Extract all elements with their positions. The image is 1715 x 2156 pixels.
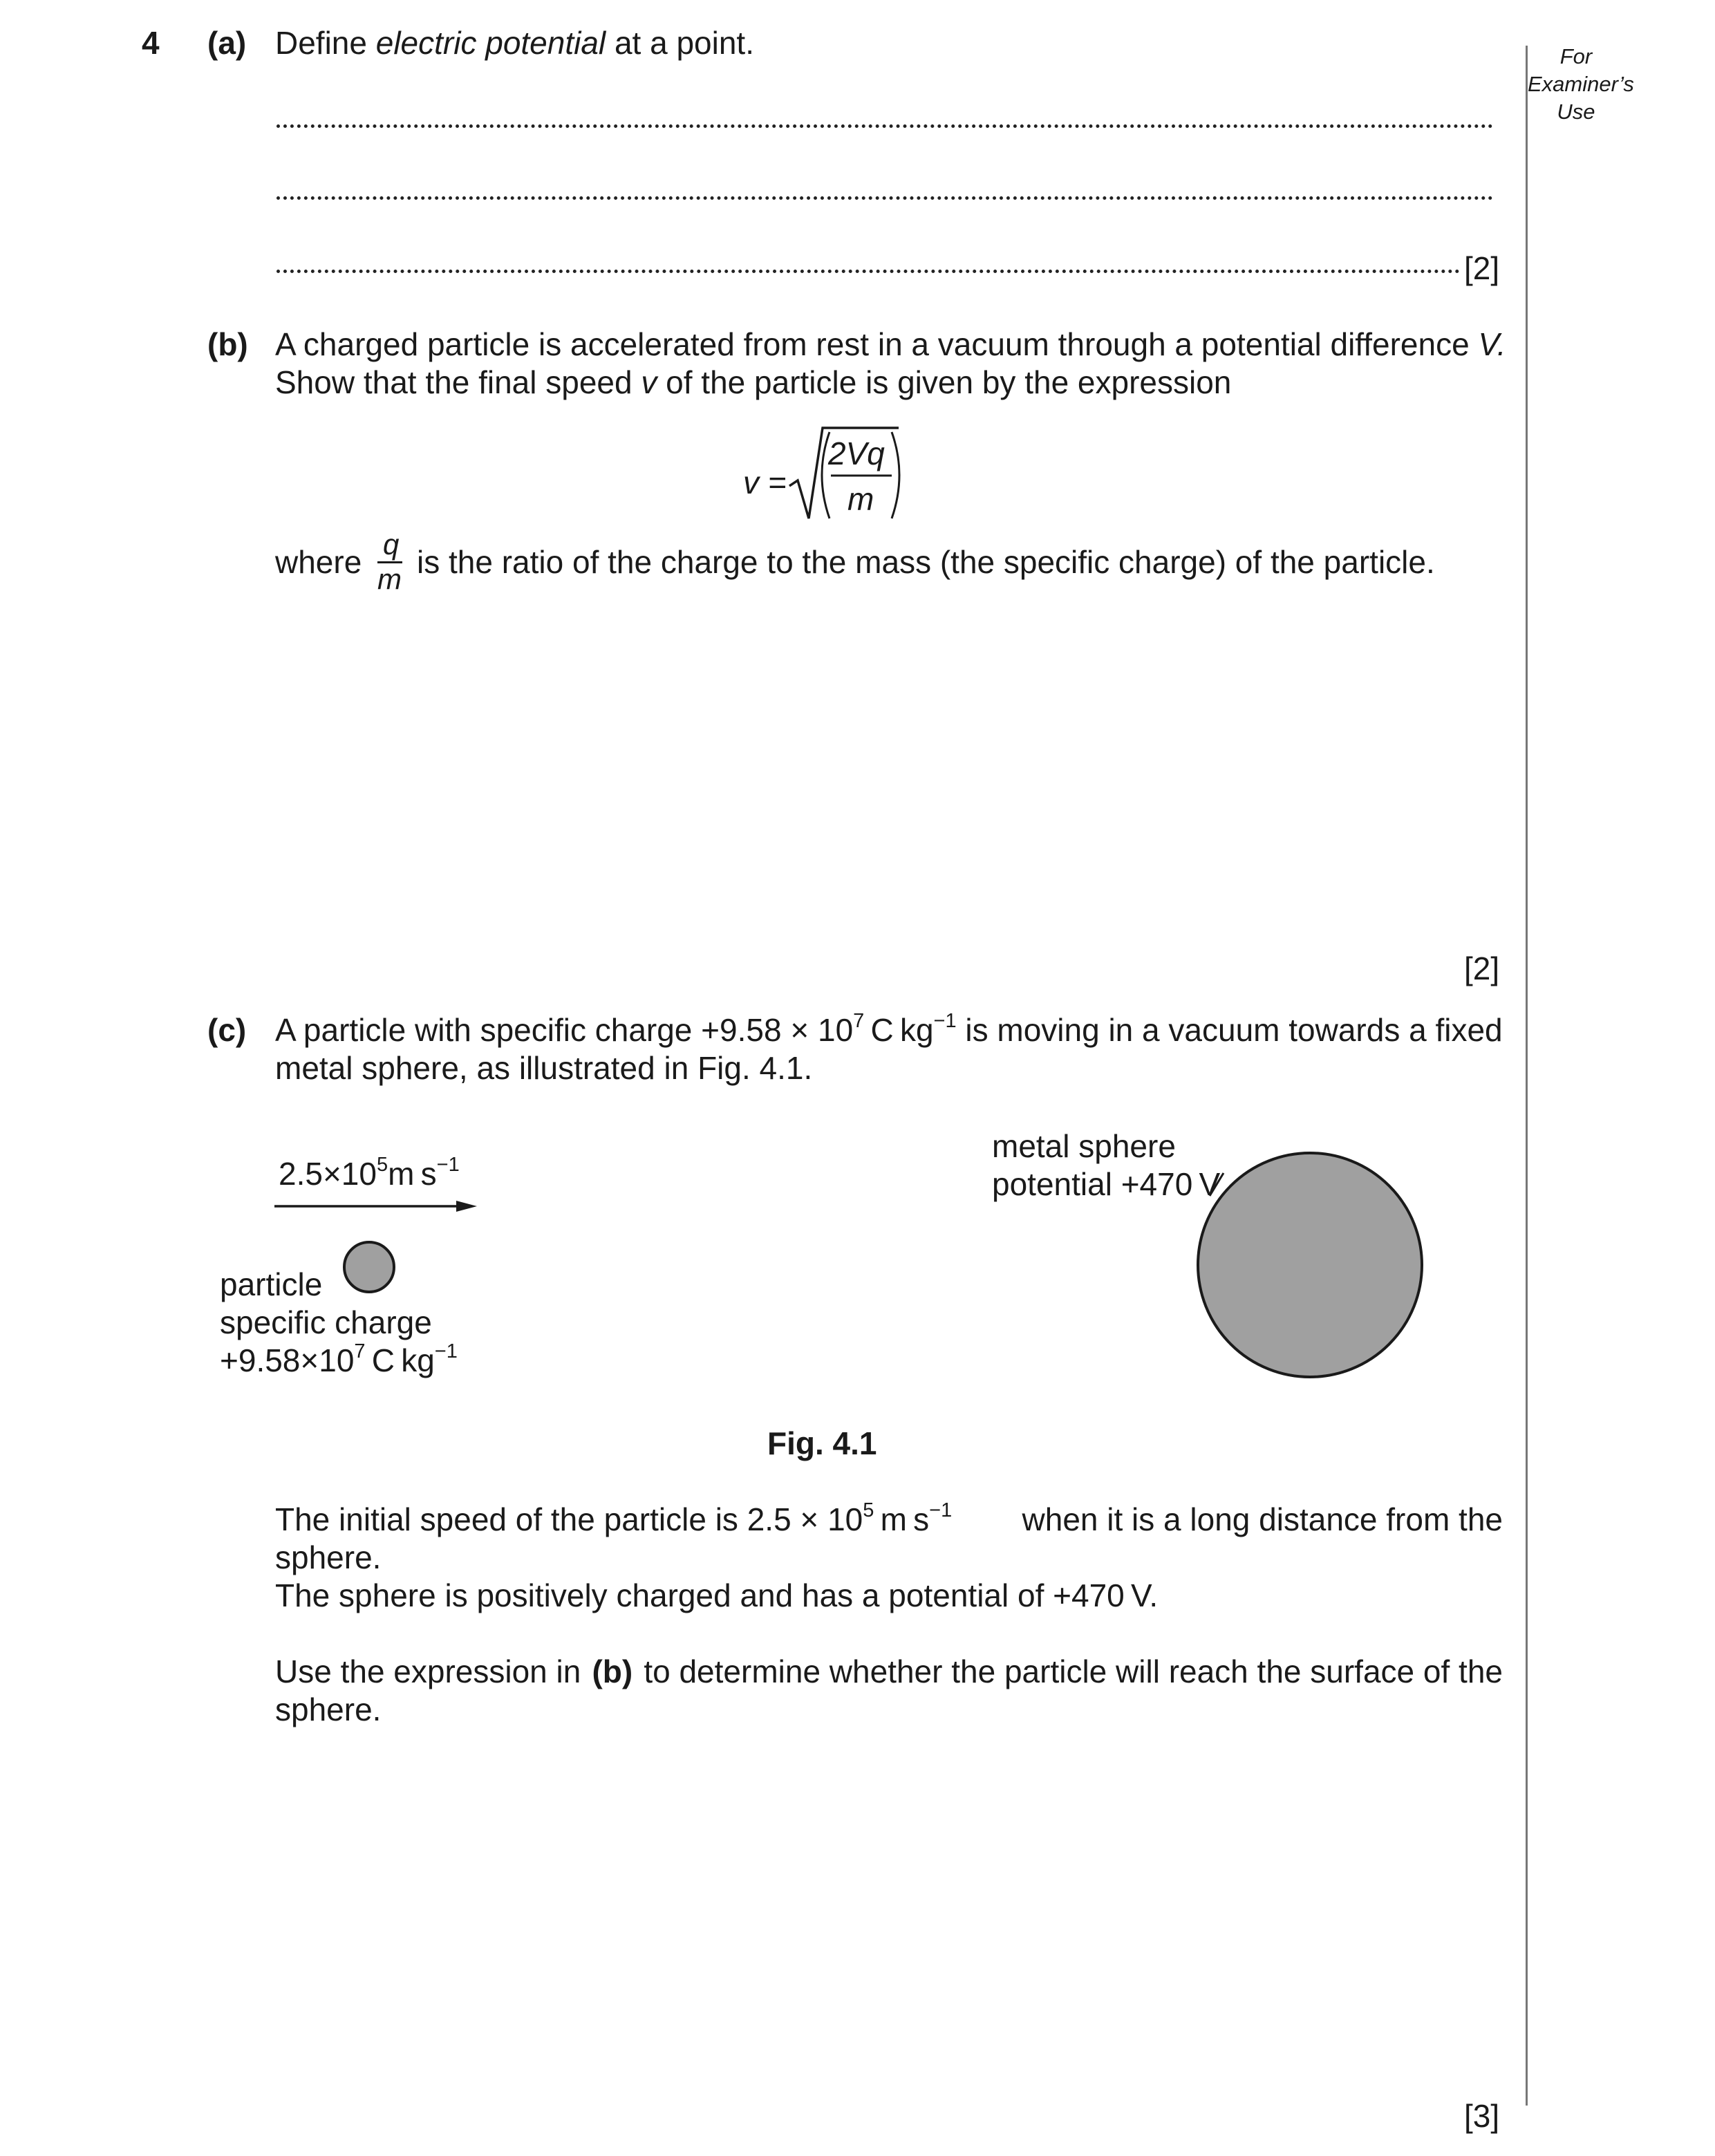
- part-a-prefix: Define: [275, 25, 367, 61]
- part-b-line-2-a: Show that the final speed: [275, 364, 632, 400]
- part-b-line-2: [275, 363, 1231, 402]
- part-a-label: (a): [207, 25, 247, 61]
- part-c-line-1: [275, 1011, 1503, 1054]
- equation-numerator: [828, 434, 885, 473]
- part-c-marks: [3]: [1464, 2098, 1500, 2134]
- examiner-use-label: [1528, 43, 1634, 126]
- pl3-unit-exp: −1: [434, 1340, 458, 1362]
- part-b-where: where: [275, 544, 362, 580]
- para1-c: when it is a long distance from the: [1022, 1501, 1503, 1537]
- question-number: 4: [142, 25, 160, 61]
- para3-bold: (b): [592, 1653, 633, 1689]
- para1-exp2: −1: [929, 1499, 953, 1521]
- right-bracket: [892, 432, 899, 518]
- sphere-leader-line: [1210, 1173, 1224, 1196]
- part-b-line-1: [275, 325, 1506, 364]
- part-a-term: electric potential: [375, 25, 606, 61]
- examiner-margin-line: [1526, 46, 1528, 2106]
- part-b-where-rest: is the ratio of the charge to the mass (the specific charge) of the particle.: [417, 544, 1435, 580]
- eq-num-text: 2Vq: [828, 435, 885, 471]
- sphere-shape: [1198, 1153, 1422, 1377]
- para-1-line-2: sphere.: [275, 1539, 382, 1575]
- para-3-line-2: sphere.: [275, 1691, 382, 1727]
- sphere-label-1: metal sphere: [992, 1128, 1176, 1164]
- pl3-base: +9.58×10: [220, 1342, 355, 1378]
- speed-base: 2.5×10: [279, 1156, 377, 1192]
- examiner-line-1: For: [1559, 44, 1593, 68]
- part-b-line-1-text: A charged particle is accelerated from rest in a vacuum through a potential difference: [275, 326, 1470, 362]
- metal-sphere: [1192, 1147, 1431, 1386]
- particle-shape: [344, 1242, 394, 1292]
- answer-line-a3[interactable]: [277, 270, 1460, 273]
- para3-a: Use the expression in: [275, 1653, 581, 1689]
- where-frac-den: m: [377, 563, 402, 595]
- sphere-label-2: potential +470 V: [992, 1166, 1221, 1202]
- speed-exp: 5: [376, 1154, 388, 1176]
- pl3-unit: C kg: [371, 1342, 435, 1378]
- part-a-suffix: at a point.: [614, 25, 754, 61]
- where-frac-num: q: [383, 528, 400, 561]
- para-1-line-1: [275, 1500, 1503, 1544]
- c-line1-c: is moving in a vacuum towards a fixed: [965, 1012, 1503, 1048]
- c-line1-exp2: −1: [933, 1010, 957, 1032]
- part-c-label: (c): [207, 1012, 247, 1048]
- examiner-line-3: Use: [1557, 100, 1595, 124]
- c-line1-a: A particle with specific charge +9.58 × 10: [275, 1012, 854, 1048]
- part-a-marks: [2]: [1464, 250, 1500, 286]
- speed-unit-exp: −1: [436, 1154, 460, 1176]
- velocity-arrow: [273, 1196, 480, 1217]
- para1-b: m s: [880, 1501, 930, 1537]
- part-b-var-V: V.: [1478, 326, 1506, 362]
- equation-lhs: v =: [743, 465, 787, 500]
- part-a-question: [275, 24, 754, 62]
- answer-line-a1[interactable]: [277, 124, 1493, 128]
- part-b-marks: [2]: [1464, 950, 1500, 986]
- pl3-exp: 7: [354, 1340, 366, 1362]
- para-2: The sphere is positively charged and has a potential of +470 V.: [275, 1577, 1159, 1613]
- part-c-line-2: metal sphere, as illustrated in Fig. 4.1.: [275, 1050, 813, 1086]
- particle-label-1: particle: [220, 1266, 323, 1302]
- particle-label-3: [220, 1341, 458, 1385]
- answer-line-a2[interactable]: [277, 196, 1493, 200]
- part-b-line-2-b: of the particle is given by the expression: [666, 364, 1232, 400]
- para1-a: The initial speed of the particle is 2.5 × 10: [275, 1501, 863, 1537]
- arrow-head: [456, 1201, 477, 1212]
- c-line1-b: C kg: [870, 1012, 934, 1048]
- particle-label-2: specific charge: [220, 1304, 432, 1340]
- para1-exp: 5: [863, 1499, 874, 1521]
- para-1-left: [275, 1500, 952, 1544]
- para3-b: to determine whether the particle will reach the surface of the: [644, 1653, 1503, 1689]
- para-3-line-1: [275, 1652, 1503, 1691]
- speed-unit: m s: [388, 1156, 437, 1192]
- particle-circle: [341, 1239, 397, 1295]
- part-b-label: (b): [207, 326, 248, 362]
- part-b-var-v: v: [641, 364, 657, 400]
- c-line1-exp: 7: [853, 1010, 865, 1032]
- examiner-line-2: Examiner’s: [1528, 72, 1634, 96]
- figure-caption: Fig. 4.1: [767, 1425, 877, 1461]
- speed-label: [279, 1154, 460, 1198]
- equation-denominator: m: [847, 481, 874, 517]
